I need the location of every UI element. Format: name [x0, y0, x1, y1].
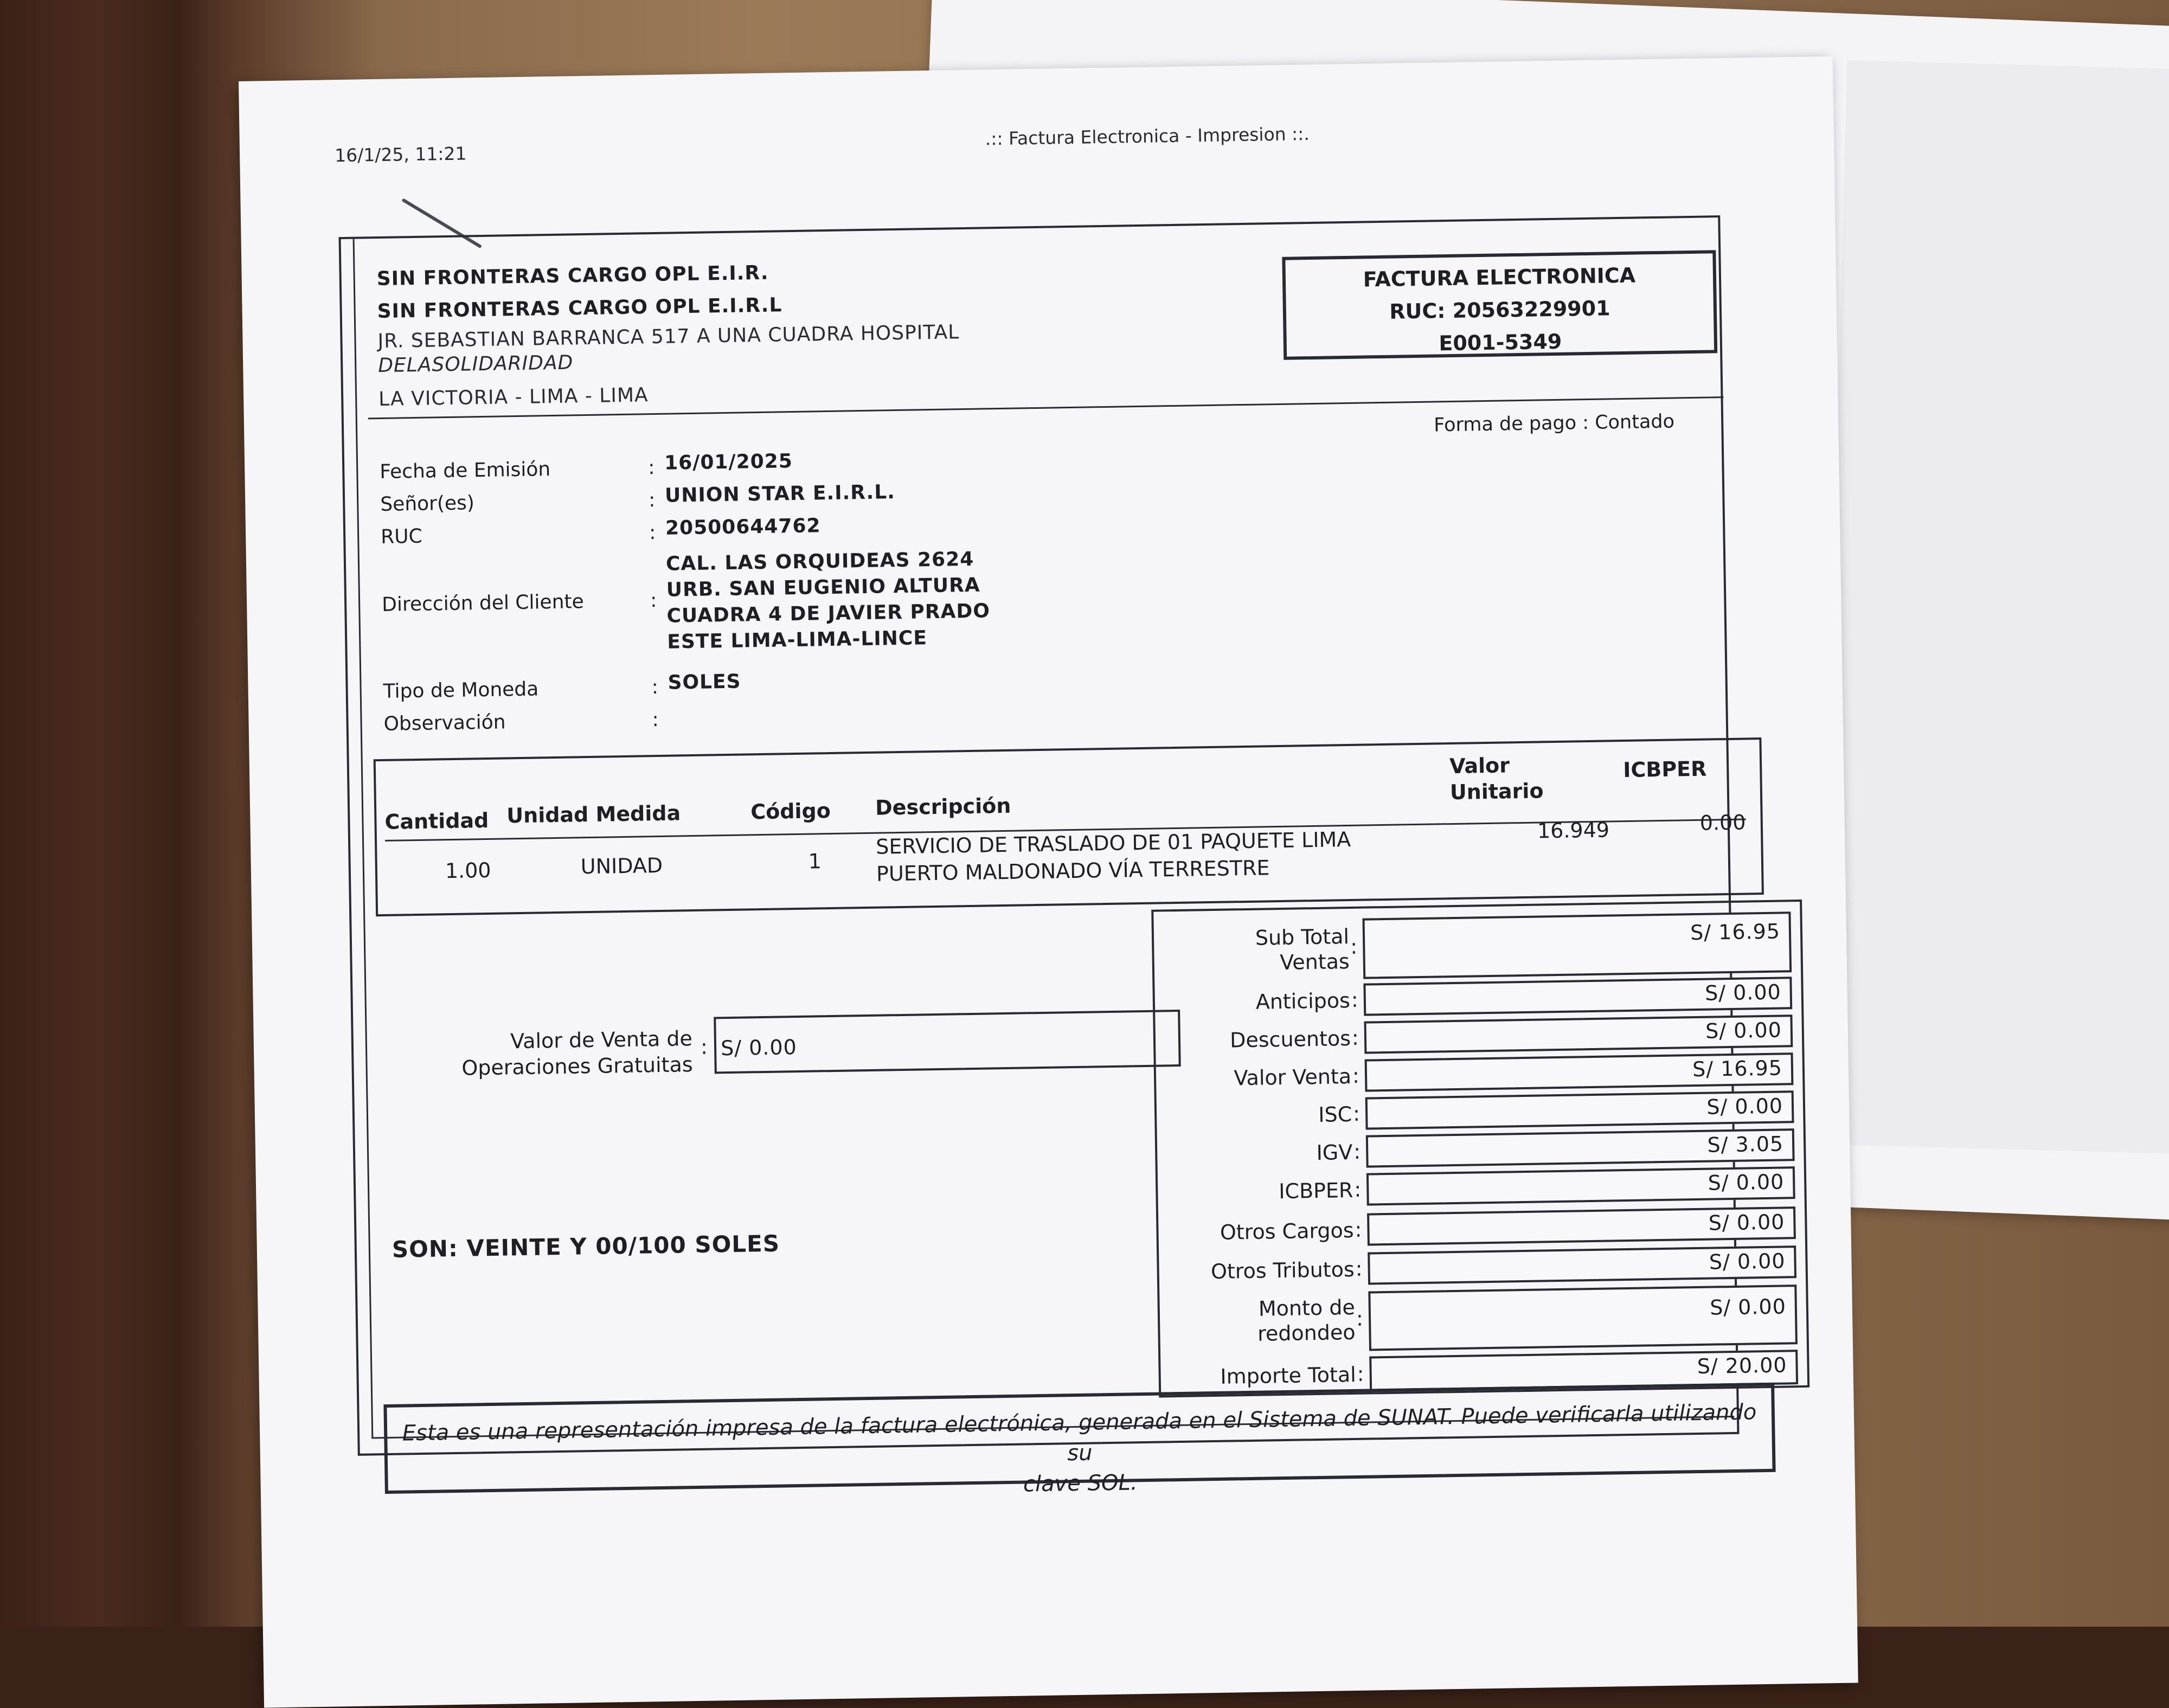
invoice-frame — [339, 215, 1787, 1497]
total-label-line: Monto de — [1258, 1295, 1356, 1321]
total-value-box — [1366, 1166, 1795, 1205]
observacion-label: Observación — [383, 711, 506, 735]
total-label-line: redondeo — [1257, 1320, 1356, 1346]
colon: : — [650, 589, 657, 612]
gratuitas-value-box — [714, 1010, 1181, 1074]
total-label: IGV — [1316, 1140, 1353, 1165]
total-value-box — [1363, 977, 1792, 1016]
total-label: Anticipos — [1255, 988, 1351, 1014]
gratuitas-label — [410, 1025, 693, 1082]
total-label: ISC — [1318, 1102, 1352, 1127]
direccion-line: ESTE LIMA-LIMA-LINCE — [667, 627, 928, 653]
header-valor: Valor — [1449, 753, 1510, 779]
colon: : — [1354, 1177, 1362, 1202]
gratuitas-value: S/ 0.00 — [720, 1035, 798, 1061]
issuer-name-1: SIN FRONTERAS CARGO OPL E.I.R. — [376, 261, 769, 291]
colon: : — [649, 522, 656, 544]
gratuitas-label-1: Valor de Venta de — [510, 1026, 693, 1054]
total-value: S/ 0.00 — [1706, 1094, 1783, 1119]
total-row-otros-cargos — [1158, 1206, 1799, 1251]
total-label: Descuentos — [1229, 1026, 1351, 1052]
total-label-line: Sub Total — [1255, 924, 1350, 950]
cell-unidad: UNIDAD — [580, 853, 663, 879]
header-codigo: Código — [750, 799, 831, 824]
direccion-line: URB. SAN EUGENIO ALTURA — [666, 574, 980, 601]
background-paper-sheet-edge — [1819, 60, 2169, 1154]
total-row-redondeo — [1159, 1285, 1800, 1357]
moneda-value: SOLES — [668, 670, 741, 694]
total-value-box — [1366, 1128, 1795, 1167]
total-row-icbper — [1158, 1166, 1798, 1211]
total-label: Importe Total — [1220, 1362, 1357, 1389]
document-type: FACTURA ELECTRONICA — [1363, 263, 1636, 292]
document-ruc: RUC: 20563229901 — [1389, 296, 1610, 324]
total-label-line: Ventas — [1279, 949, 1350, 975]
total-label: Otros Cargos — [1220, 1218, 1354, 1244]
total-label — [1255, 924, 1350, 975]
senor-label: Señor(es) — [380, 492, 475, 516]
total-value-box — [1364, 1014, 1793, 1054]
senor-value: UNION STAR E.I.R.L. — [664, 481, 896, 507]
cell-valor-unitario: 16.949 — [1537, 818, 1610, 843]
colon: : — [1351, 987, 1359, 1012]
colon: : — [648, 489, 656, 512]
total-row-otros-tributos — [1159, 1245, 1799, 1290]
gratuitas-label-2: Operaciones Gratuitas — [461, 1052, 693, 1080]
total-row-subtotal — [1154, 911, 1795, 984]
total-value-box — [1365, 1052, 1794, 1091]
header-cantidad: Cantidad — [384, 808, 489, 834]
cell-icbper: 0.00 — [1699, 810, 1746, 835]
items-table — [374, 737, 1764, 916]
fecha-value: 16/01/2025 — [664, 450, 793, 474]
direccion-value — [666, 546, 991, 655]
colon: : — [1355, 1217, 1362, 1242]
total-value: S/ 0.00 — [1705, 1018, 1782, 1043]
document-number: E001-5349 — [1439, 329, 1562, 356]
colon: : — [1350, 934, 1358, 959]
payment-method: Forma de pago : Contado — [1433, 410, 1675, 436]
fecha-label: Fecha de Emisión — [380, 458, 551, 483]
colon: : — [1351, 1025, 1359, 1050]
total-value: S/ 16.95 — [1690, 919, 1781, 945]
total-label: Otros Tributos — [1210, 1257, 1355, 1284]
issuer-block — [376, 254, 960, 416]
totals-block — [1151, 900, 1809, 1398]
invoice-paper — [239, 56, 1858, 1708]
cell-descripcion-2: PUERTO MALDONADO VÍA TERRESTRE — [876, 856, 1270, 886]
amount-in-words: SON: VEINTE Y 00/100 SOLES — [392, 1230, 780, 1263]
header-icbper: ICBPER — [1622, 756, 1707, 782]
total-row-descuentos — [1156, 1014, 1796, 1060]
ruc-value: 20500644762 — [665, 515, 821, 540]
direccion-line: CAL. LAS ORQUIDEAS 2624 — [665, 548, 974, 575]
total-value: S/ 0.00 — [1709, 1249, 1786, 1274]
colon: : — [647, 457, 655, 479]
colon: : — [1352, 1101, 1361, 1126]
total-value-box — [1368, 1285, 1798, 1351]
colon: : — [1357, 1362, 1364, 1386]
print-header — [335, 123, 1759, 177]
total-value-box — [1368, 1245, 1796, 1285]
sunat-footer — [383, 1383, 1775, 1497]
total-value: S/ 16.95 — [1692, 1056, 1783, 1082]
total-value-box — [1363, 911, 1792, 979]
total-label — [1257, 1295, 1356, 1346]
colon: : — [652, 708, 659, 731]
total-row-isc — [1157, 1090, 1797, 1135]
document-id-box — [1282, 250, 1717, 360]
footer-line-2: clave SOL. — [1023, 1470, 1138, 1497]
header-unitario: Unitario — [1449, 779, 1544, 805]
moneda-label: Tipo de Moneda — [383, 678, 539, 703]
total-value-box — [1367, 1206, 1796, 1245]
colon: : — [651, 676, 659, 699]
total-value-box — [1365, 1090, 1794, 1129]
cell-descripcion-1: SERVICIO DE TRASLADO DE 01 PAQUETE LIMA — [875, 827, 1351, 859]
total-row-valor-venta — [1156, 1052, 1796, 1097]
total-row-anticipos — [1154, 977, 1795, 1022]
issuer-district: LA VICTORIA - LIMA - LIMA — [378, 384, 649, 411]
issuer-address-1: JR. SEBASTIAN BARRANCA 517 A UNA CUADRA HOSPITAL — [377, 321, 960, 353]
total-value: S/ 3.05 — [1707, 1132, 1784, 1157]
header-descripcion: Descripción — [875, 793, 1011, 820]
colon: : — [1353, 1139, 1361, 1164]
colon: : — [1352, 1063, 1360, 1088]
total-value: S/ 0.00 — [1708, 1170, 1785, 1195]
cell-codigo: 1 — [808, 849, 822, 874]
total-row-igv — [1157, 1128, 1798, 1173]
total-value: S/ 0.00 — [1708, 1210, 1785, 1235]
footer-line-1: Esta es una representación impresa de la factura electrónica, generada en el Sistema de SUNAT. Puede verificarla utilizando su — [402, 1399, 1757, 1466]
print-datetime: 16/1/25, 11:21 — [334, 143, 467, 166]
issuer-name-2: SIN FRONTERAS CARGO OPL E.I.R.L — [377, 294, 782, 323]
total-value: S/ 20.00 — [1697, 1353, 1787, 1379]
invoice-inner-frame — [353, 217, 1787, 1497]
total-value: S/ 0.00 — [1704, 980, 1782, 1005]
total-value: S/ 0.00 — [1709, 1294, 1787, 1320]
colon: : — [1355, 1256, 1363, 1281]
colon: : — [700, 1035, 708, 1059]
total-label: ICBPER — [1278, 1178, 1353, 1204]
header-unidad: Unidad Medida — [506, 801, 681, 828]
direccion-label: Dirección del Cliente — [381, 590, 585, 616]
issuer-address-2: DELASOLIDARIDAD — [377, 351, 574, 377]
colon: : — [1356, 1306, 1364, 1331]
cell-cantidad: 1.00 — [445, 858, 491, 883]
direccion-line: CUADRA 4 DE JAVIER PRADO — [666, 600, 991, 627]
total-label: Valor Venta — [1234, 1064, 1352, 1090]
print-title: .:: Factura Electronica - Impresion ::. — [985, 123, 1310, 150]
ruc-label: RUC — [380, 525, 423, 548]
